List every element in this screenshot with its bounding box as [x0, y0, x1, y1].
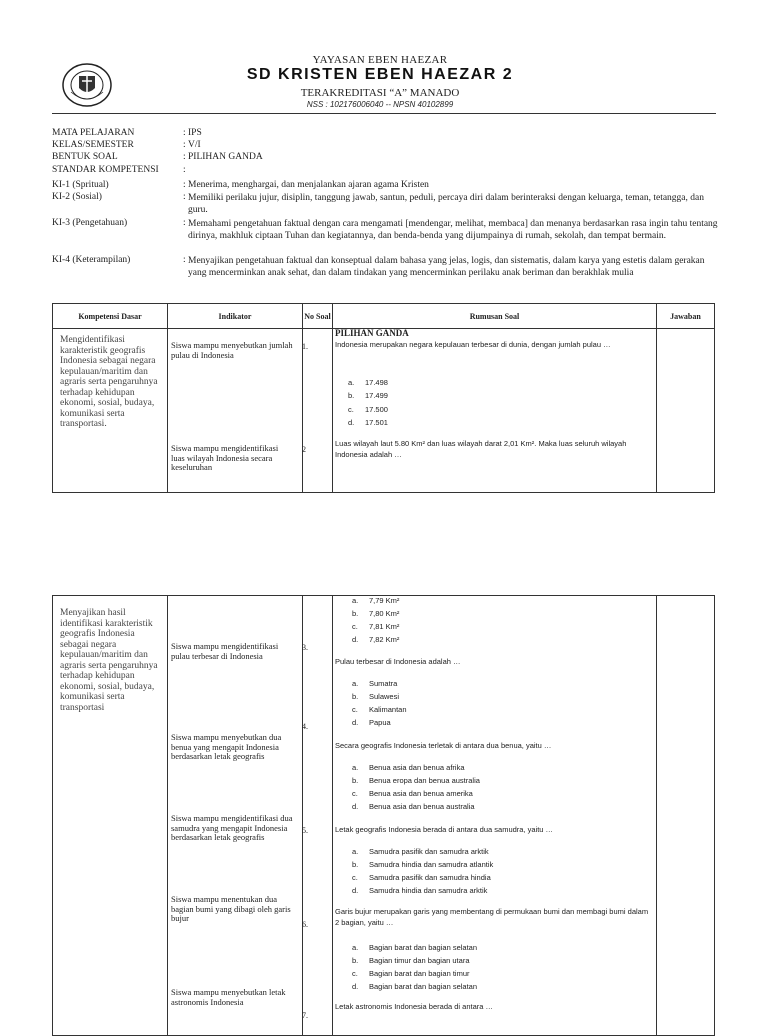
- jawaban-cell: [657, 596, 715, 1036]
- info-colon: :: [183, 128, 186, 138]
- info-label: BENTUK SOAL: [52, 152, 118, 162]
- nss-npsn: NSS : 102176006040 -- NPSN 40102899: [306, 100, 454, 109]
- info-colon: :: [183, 180, 186, 190]
- info-label: KI-3 (Pengetahuan): [52, 218, 128, 228]
- option-5b: b. Samudra hindia dan samudra atlantik: [352, 860, 494, 869]
- no-soal-cell: [303, 329, 333, 493]
- option-3a: a. Sumatra: [352, 679, 398, 688]
- foundation-name: YAYASAN EBEN HAEZAR: [312, 54, 448, 66]
- option-6b: b. Bagian timur dan bagian utara: [352, 956, 470, 965]
- header-rumusan-soal: Rumusan Soal: [333, 304, 657, 329]
- question-5: Letak geografis Indonesia berada di antara dua samudra, yaitu …: [335, 825, 554, 834]
- section-title: PILIHAN GANDA: [335, 328, 409, 338]
- question-number-7: 7.: [302, 1011, 308, 1020]
- header-divider: [52, 113, 716, 114]
- info-label: STANDAR KOMPETENSI: [52, 165, 159, 175]
- option-1b: b. 17.499: [348, 391, 388, 400]
- info-label: MATA PELAJARAN: [52, 128, 135, 138]
- option-2a: a. 7,79 Km²: [352, 596, 400, 605]
- indicator-6: Siswa mampu menentukan dua bagian bumi yang dibagi oleh garis bujur: [171, 894, 291, 923]
- school-name: SD KRISTEN EBEN HAEZAR 2: [246, 66, 514, 83]
- question-number-4: 4.: [302, 722, 308, 731]
- option-6a: a. Bagian barat dan bagian selatan: [352, 943, 478, 952]
- option-3b: b. Sulawesi: [352, 692, 400, 701]
- question-number-3: 3.: [302, 643, 308, 652]
- question-7: Letak astronomis Indonesia berada di antara …: [335, 1002, 494, 1011]
- option-1d: d. 17.501: [348, 418, 388, 427]
- info-label: KI-1 (Spritual): [52, 180, 109, 190]
- indicator-7: Siswa mampu menyebutkan letak astronomis Indonesia: [171, 987, 286, 1007]
- option-4d: d. Benua asia dan benua australia: [352, 802, 475, 811]
- info-value: PILIHAN GANDA: [188, 152, 263, 162]
- jawaban-cell: [657, 329, 715, 493]
- option-1c: c. 17.500: [348, 405, 388, 414]
- option-6d: d. Bagian barat dan bagian selatan: [352, 982, 478, 991]
- question-2: Luas wilayah laut 5.80 Km² dan luas wilayah darat 2,01 Km². Maka luas seluruh wilayah Indonesia adalah …: [335, 439, 627, 459]
- option-3d: d. Papua: [352, 718, 391, 727]
- info-colon: :: [183, 140, 186, 150]
- accreditation: TERAKREDITASI “A” MANADO: [300, 87, 460, 99]
- question-3: Pulau terbesar di Indonesia adalah …: [335, 657, 461, 666]
- question-number-1: 1.: [302, 342, 308, 351]
- option-5d: d. Samudra hindia dan samudra arktik: [352, 886, 488, 895]
- question-number-5: 5.: [302, 826, 308, 835]
- question-number-2: 2: [302, 445, 306, 454]
- option-1a: a. 17.498: [348, 378, 388, 387]
- indicator-1: Siswa mampu menyebutkan jumlah pulau di Indonesia: [171, 340, 293, 360]
- info-value: Memiliki perilaku jujur, disiplin, tanggung jawab, santun, peduli, percaya diri dalam berinteraksi dengan keluarga, teman, tetangga, dan guru.: [188, 193, 704, 215]
- info-label: KELAS/SEMESTER: [52, 140, 134, 150]
- option-4c: c. Benua asia dan benua amerika: [352, 789, 473, 798]
- option-5a: a. Samudra pasifik dan samudra arktik: [352, 847, 489, 856]
- question-1: Indonesia merupakan negara kepulauan terbesar di dunia, dengan jumlah pulau …: [335, 340, 611, 349]
- indicator-5: Siswa mampu mengidentifikasi dua samudra yang mengapit Indonesia berdasarkan letak geografis: [171, 813, 293, 842]
- option-2c: c. 7,81 Km²: [352, 622, 400, 631]
- info-label: KI-2 (Sosial): [52, 192, 102, 202]
- question-4: Secara geografis Indonesia terletak di antara dua benua, yaitu …: [335, 741, 552, 750]
- option-3c: c. Kalimantan: [352, 705, 407, 714]
- info-value: Memahami pengetahuan faktual dengan cara mengamati [mendengar, melihat, membaca] dan menanya berdasarkan rasa ingin tahu tentang dirinya, makhluk ciptaan Tuhan dan kegiatannya, dan benda-benda yang dijumpainya di rumah, sekolah, dan tempat bermain.: [188, 219, 718, 241]
- info-colon: :: [183, 255, 186, 265]
- header-indikator: Indikator: [168, 304, 303, 329]
- info-label: KI-4 (Keterampilan): [52, 255, 131, 265]
- info-colon: :: [183, 218, 186, 228]
- school-logo: [61, 62, 113, 108]
- header-kompetensi-dasar: Kompetensi Dasar: [53, 304, 168, 329]
- info-value: V/I: [188, 140, 201, 150]
- info-colon: :: [183, 152, 186, 162]
- no-soal-cell: [303, 596, 333, 1036]
- info-value: IPS: [188, 128, 202, 138]
- indicator-4: Siswa mampu menyebutkan dua benua yang mengapit Indonesia berdasarkan letak geografis: [171, 732, 282, 761]
- info-value: Menerima, menghargai, dan menjalankan ajaran agama Kristen: [188, 180, 429, 190]
- option-5c: c. Samudra pasifik dan samudra hindia: [352, 873, 491, 882]
- indicator-2: Siswa mampu mengidentifikasi luas wilayah Indonesia secara keseluruhan: [171, 443, 279, 472]
- header-no-soal: No Soal: [303, 304, 333, 329]
- kompetensi-dasar-cell: Mengidentifikasi karakteristik geografis Indonesia sebagai negara kepulauan/maritim dan agraris serta pengaruhnya terhadap kehidupan ekonomi, sosial, budaya, komunikasi serta transportasi.: [53, 329, 168, 493]
- option-4b: b. Benua eropa dan benua australia: [352, 776, 480, 785]
- option-2b: b. 7,80 Km²: [352, 609, 400, 618]
- kompetensi-dasar-cell: Menyajikan hasil identifikasi karakteristik geografis Indonesia sebagai negara kepulauan/maritim dan agraris serta pengaruhnya terhadap kehidupan ekonomi, sosial, budaya, komunikasi serta transportasi: [53, 596, 168, 1036]
- info-colon: :: [183, 165, 186, 175]
- info-value: Menyajikan pengetahuan faktual dan konseptual dalam bahasa yang jelas, logis, dan sistematis, dalam karya yang estetis dalam gerakan yang mencerminkan anak sehat, dan dalam tindakan yang mencerminkan perilaku anak beriman dan berakhlak mulia: [188, 256, 705, 278]
- option-6c: c. Bagian barat dan bagian timur: [352, 969, 470, 978]
- info-colon: :: [183, 192, 186, 202]
- option-4a: a. Benua asia dan benua afrika: [352, 763, 465, 772]
- indicator-3: Siswa mampu mengidentifikasi pulau terbesar di Indonesia: [171, 641, 279, 661]
- question-6: Garis bujur merupakan garis yang membentang di permukaan bumi dan membagi bumi dalam 2 bagian, yaitu …: [335, 907, 649, 927]
- option-2d: d. 7,82 Km²: [352, 635, 400, 644]
- question-number-6: 6.: [302, 920, 308, 929]
- header-jawaban: Jawaban: [657, 304, 715, 329]
